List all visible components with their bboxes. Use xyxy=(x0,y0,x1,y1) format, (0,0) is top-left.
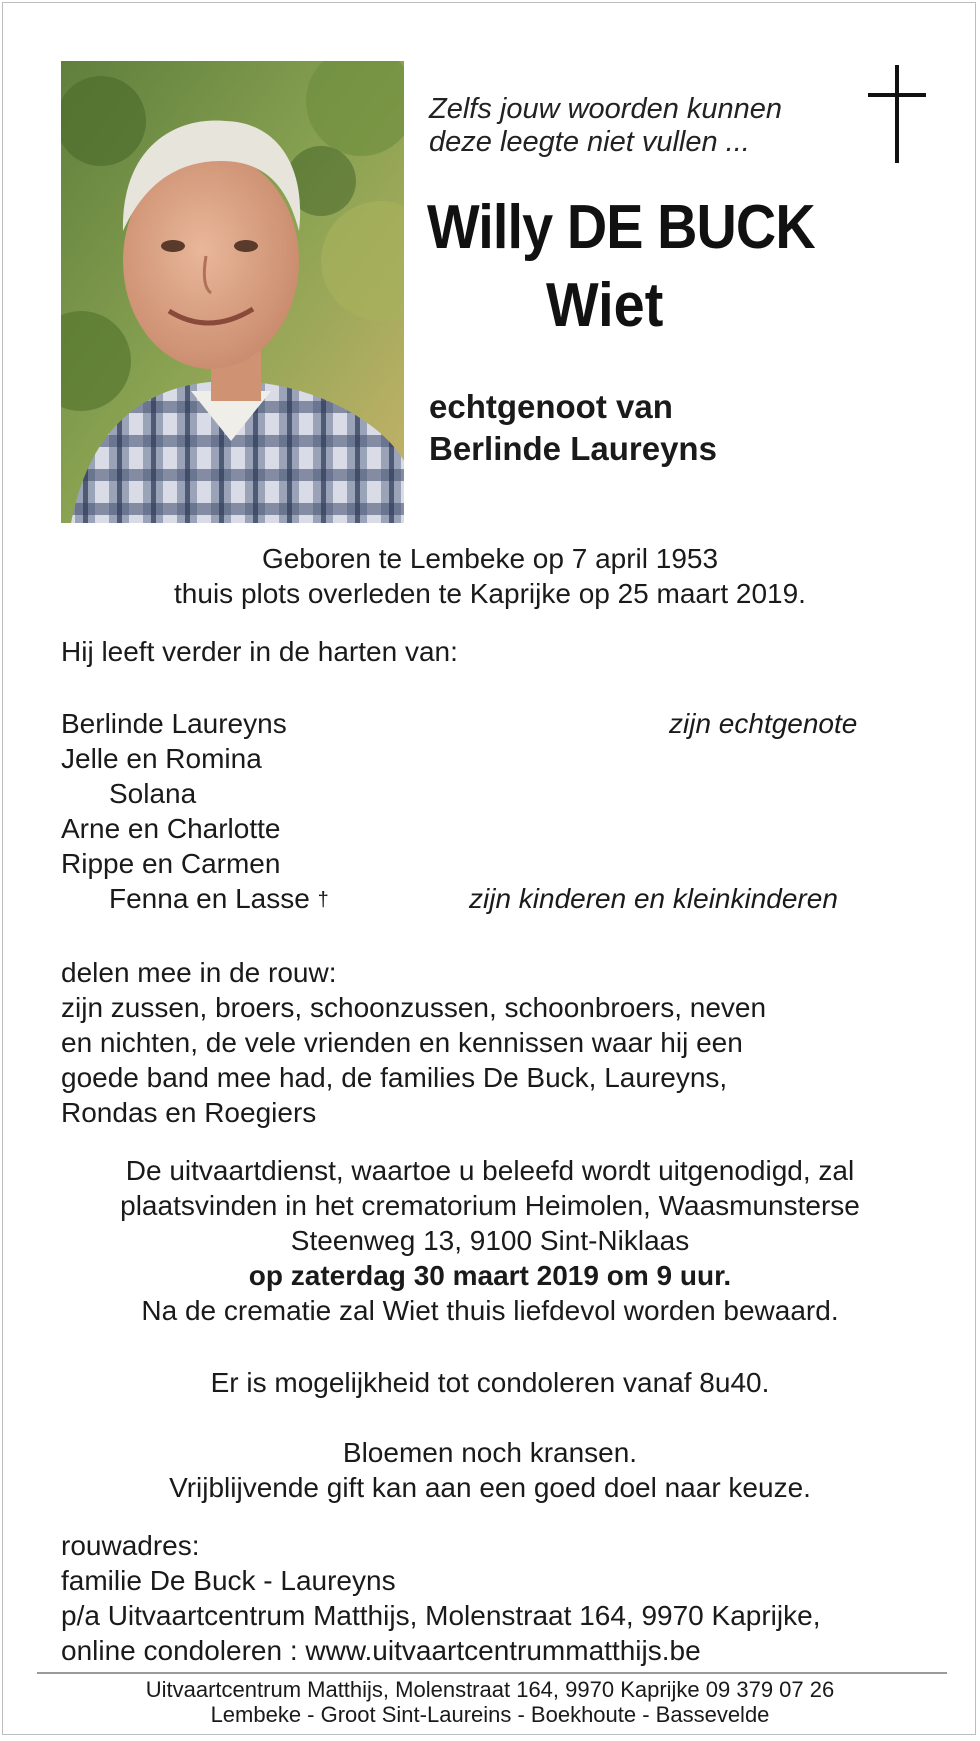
survivor-name: Jelle en Romina xyxy=(61,743,262,774)
list-item xyxy=(61,811,921,846)
spouse-name: Berlinde Laureyns xyxy=(429,430,717,467)
quote-line: deze leegte niet vullen ... xyxy=(429,126,750,158)
list-item xyxy=(61,776,921,811)
mourners-line: zijn zussen, broers, schoonzussen, schoonbroers, neven xyxy=(61,992,767,1023)
survivors-intro: Hij leeft verder in de harten van: xyxy=(61,636,458,667)
mourning-address xyxy=(61,1528,820,1668)
footer xyxy=(3,1677,977,1727)
relation-spouse: zijn echtgenote xyxy=(669,708,858,739)
survivor-name: Rippe en Carmen xyxy=(61,848,281,879)
spouse-label: echtgenoot van xyxy=(429,388,673,425)
survivors-list xyxy=(61,706,921,916)
address-line: rouwadres: xyxy=(61,1530,200,1561)
address-line: p/a Uitvaartcentrum Matthijs, Molenstraat 164, 9970 Kaprijke, xyxy=(61,1600,821,1631)
list-item xyxy=(61,846,921,881)
mourners-line: en nichten, de vele vrienden en kennissen waar hij een xyxy=(61,1027,743,1058)
list-item xyxy=(61,706,921,741)
survivor-name: Berlinde Laureyns xyxy=(61,708,287,739)
list-item xyxy=(61,881,921,916)
survivor-name: Solana xyxy=(109,778,197,809)
birth-line: Geboren te Lembeke op 7 april 1953 xyxy=(261,543,719,574)
funeral-service xyxy=(3,1153,977,1328)
service-line: Steenweg 13, 9100 Sint-Niklaas xyxy=(290,1225,690,1256)
flowers-line: Bloemen noch kransen. xyxy=(342,1437,638,1468)
footer-divider xyxy=(37,1672,947,1674)
service-line: De uitvaartdienst, waartoe u beleefd wordt uitgenodigd, zal xyxy=(125,1155,855,1186)
mourners-line: goede band mee had, de families De Buck, Laureyns, xyxy=(61,1062,728,1093)
relation-children: zijn kinderen en kleinkinderen xyxy=(469,883,838,914)
service-line: plaatsvinden in het crematorium Heimolen, Waasmunsterse xyxy=(120,1190,860,1221)
condolence-info: Er is mogelijkheid tot condoleren vanaf 8u40. xyxy=(210,1367,770,1398)
obituary-card xyxy=(2,2,976,1735)
birth-death-dates xyxy=(3,541,977,611)
quote-line: Zelfs jouw woorden kunnen xyxy=(429,93,783,125)
footer-line: Lembeke - Groot Sint-Laureins - Boekhoute - Bassevelde xyxy=(210,1702,770,1727)
service-date: op zaterdag 30 maart 2019 om 9 uur. xyxy=(248,1260,732,1291)
flowers-info xyxy=(3,1435,977,1505)
footer-line: Uitvaartcentrum Matthijs, Molenstraat 164, 9970 Kaprijke 09 379 07 26 xyxy=(145,1677,835,1702)
deceased-nickname: Wiet xyxy=(546,271,664,340)
survivor-name: Arne en Charlotte xyxy=(61,813,281,844)
list-item xyxy=(61,741,921,776)
portrait-photo xyxy=(61,61,404,523)
address-line: familie De Buck - Laureyns xyxy=(61,1565,396,1596)
service-line: Na de crematie zal Wiet thuis liefdevol worden bewaard. xyxy=(141,1295,839,1326)
flowers-line: Vrijblijvende gift kan aan een goed doel naar keuze. xyxy=(169,1472,811,1503)
death-line: thuis plots overleden te Kaprijke op 25 maart 2019. xyxy=(174,578,806,609)
spouse-info xyxy=(429,386,717,470)
mourners-line: Rondas en Roegiers xyxy=(61,1097,317,1128)
cross-icon xyxy=(868,65,926,163)
deceased-cross-icon: † xyxy=(317,889,329,911)
deceased-name: Willy DE BUCK xyxy=(427,193,815,262)
mourners xyxy=(61,955,766,1130)
quote xyxy=(429,93,782,159)
mourners-line: delen mee in de rouw: xyxy=(61,957,337,988)
condolence-url[interactable]: online condoleren : www.uitvaartcentrummatthijs.be xyxy=(61,1635,701,1666)
survivor-name: Fenna en Lasse xyxy=(109,883,310,914)
